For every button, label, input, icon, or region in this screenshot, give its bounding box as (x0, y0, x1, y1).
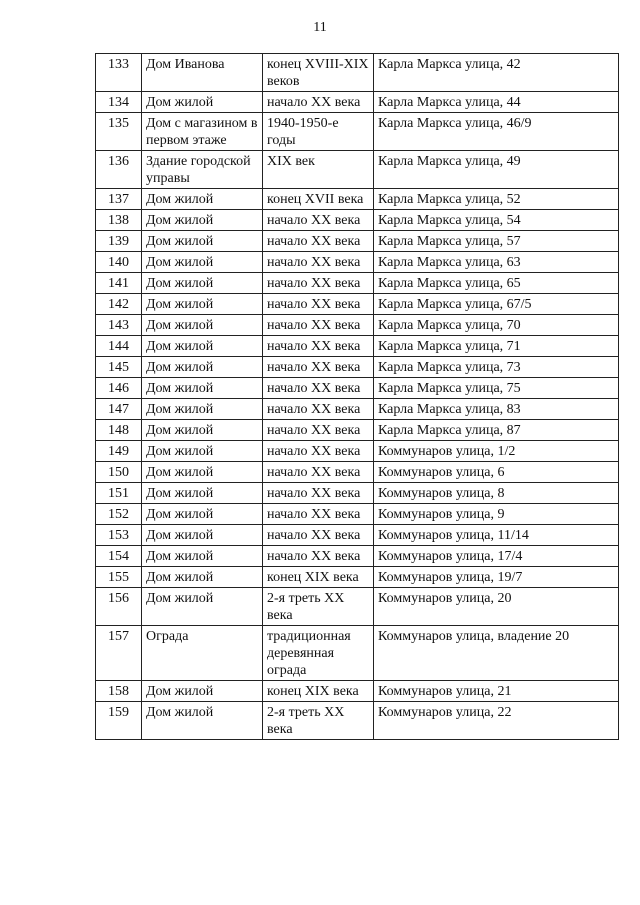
address-cell: Карла Маркса улица, 63 (374, 252, 619, 273)
address-cell: Коммунаров улица, 17/4 (374, 546, 619, 567)
table-row (96, 702, 619, 740)
address-cell: Карла Маркса улица, 46/9 (374, 113, 619, 151)
object-name-cell: Дом жилой (142, 525, 263, 546)
dating-cell: начало XX века (263, 546, 374, 567)
dating-cell: 2-я треть XX века (263, 702, 374, 740)
address-cell: Карла Маркса улица, 71 (374, 336, 619, 357)
dating-cell: начало XX века (263, 210, 374, 231)
row-number-cell: 145 (96, 357, 142, 378)
row-number-cell: 146 (96, 378, 142, 399)
address-cell: Коммунаров улица, 22 (374, 702, 619, 740)
row-number-cell: 152 (96, 504, 142, 525)
row-number-cell: 157 (96, 626, 142, 681)
address-cell: Карла Маркса улица, 70 (374, 315, 619, 336)
dating-cell: конец XVIII-XIX веков (263, 54, 374, 92)
address-cell: Коммунаров улица, 6 (374, 462, 619, 483)
address-cell: Карла Маркса улица, 44 (374, 92, 619, 113)
object-name-cell: Дом жилой (142, 315, 263, 336)
address-cell: Коммунаров улица, 8 (374, 483, 619, 504)
object-name-cell: Дом жилой (142, 399, 263, 420)
table-row (96, 151, 619, 189)
table-row (96, 54, 619, 92)
object-name-cell: Дом жилой (142, 92, 263, 113)
dating-cell: 1940-1950-е годы (263, 113, 374, 151)
address-cell: Карла Маркса улица, 75 (374, 378, 619, 399)
table-row (96, 441, 619, 462)
row-number-cell: 137 (96, 189, 142, 210)
address-cell: Карла Маркса улица, 52 (374, 189, 619, 210)
table-row (96, 626, 619, 681)
address-cell: Карла Маркса улица, 57 (374, 231, 619, 252)
table-row (96, 525, 619, 546)
address-cell: Карла Маркса улица, 42 (374, 54, 619, 92)
table-row (96, 357, 619, 378)
dating-cell: начало XX века (263, 525, 374, 546)
row-number-cell: 142 (96, 294, 142, 315)
object-name-cell: Дом с магазином в первом этаже (142, 113, 263, 151)
row-number-cell: 148 (96, 420, 142, 441)
dating-cell: начало XX века (263, 441, 374, 462)
dating-cell: начало XX века (263, 483, 374, 504)
table-row (96, 92, 619, 113)
object-name-cell: Дом жилой (142, 483, 263, 504)
dating-cell: начало XX века (263, 273, 374, 294)
address-cell: Коммунаров улица, 20 (374, 588, 619, 626)
table-row (96, 399, 619, 420)
table-row (96, 210, 619, 231)
table-row (96, 252, 619, 273)
row-number-cell: 151 (96, 483, 142, 504)
table-row (96, 378, 619, 399)
dating-cell: начало XX века (263, 231, 374, 252)
dating-cell: начало XX века (263, 92, 374, 113)
dating-cell: конец XIX века (263, 681, 374, 702)
heritage-registry-table (95, 53, 619, 740)
dating-cell: начало XX века (263, 504, 374, 525)
row-number-cell: 139 (96, 231, 142, 252)
dating-cell: начало XX века (263, 252, 374, 273)
address-cell: Коммунаров улица, 1/2 (374, 441, 619, 462)
object-name-cell: Дом жилой (142, 378, 263, 399)
object-name-cell: Дом жилой (142, 681, 263, 702)
table-row (96, 588, 619, 626)
address-cell: Коммунаров улица, владение 20 (374, 626, 619, 681)
row-number-cell: 133 (96, 54, 142, 92)
address-cell: Карла Маркса улица, 83 (374, 399, 619, 420)
object-name-cell: Дом жилой (142, 441, 263, 462)
address-cell: Коммунаров улица, 9 (374, 504, 619, 525)
object-name-cell: Дом жилой (142, 462, 263, 483)
table-row (96, 273, 619, 294)
row-number-cell: 144 (96, 336, 142, 357)
row-number-cell: 149 (96, 441, 142, 462)
table-row (96, 113, 619, 151)
address-cell: Карла Маркса улица, 73 (374, 357, 619, 378)
table-row (96, 336, 619, 357)
object-name-cell: Дом жилой (142, 252, 263, 273)
row-number-cell: 135 (96, 113, 142, 151)
object-name-cell: Дом жилой (142, 210, 263, 231)
object-name-cell: Дом жилой (142, 420, 263, 441)
dating-cell: начало XX века (263, 294, 374, 315)
dating-cell: традиционная деревянная ограда (263, 626, 374, 681)
table-row (96, 567, 619, 588)
object-name-cell: Ограда (142, 626, 263, 681)
address-cell: Карла Маркса улица, 49 (374, 151, 619, 189)
row-number-cell: 143 (96, 315, 142, 336)
object-name-cell: Дом жилой (142, 588, 263, 626)
row-number-cell: 141 (96, 273, 142, 294)
dating-cell: XIX век (263, 151, 374, 189)
address-cell: Карла Маркса улица, 67/5 (374, 294, 619, 315)
object-name-cell: Дом жилой (142, 567, 263, 588)
object-name-cell: Дом жилой (142, 336, 263, 357)
dating-cell: начало XX века (263, 462, 374, 483)
dating-cell: начало XX века (263, 378, 374, 399)
dating-cell: конец XIX века (263, 567, 374, 588)
row-number-cell: 155 (96, 567, 142, 588)
row-number-cell: 136 (96, 151, 142, 189)
table-row (96, 189, 619, 210)
table-row (96, 483, 619, 504)
registry-table-body (96, 54, 619, 740)
row-number-cell: 138 (96, 210, 142, 231)
object-name-cell: Дом жилой (142, 546, 263, 567)
object-name-cell: Здание городской управы (142, 151, 263, 189)
object-name-cell: Дом жилой (142, 189, 263, 210)
address-cell: Коммунаров улица, 21 (374, 681, 619, 702)
dating-cell: начало XX века (263, 336, 374, 357)
address-cell: Карла Маркса улица, 54 (374, 210, 619, 231)
table-row (96, 420, 619, 441)
object-name-cell: Дом жилой (142, 294, 263, 315)
row-number-cell: 147 (96, 399, 142, 420)
table-row (96, 681, 619, 702)
address-cell: Карла Маркса улица, 65 (374, 273, 619, 294)
table-row (96, 462, 619, 483)
object-name-cell: Дом жилой (142, 504, 263, 525)
dating-cell: начало XX века (263, 399, 374, 420)
address-cell: Карла Маркса улица, 87 (374, 420, 619, 441)
row-number-cell: 159 (96, 702, 142, 740)
object-name-cell: Дом жилой (142, 357, 263, 378)
row-number-cell: 140 (96, 252, 142, 273)
dating-cell: начало XX века (263, 357, 374, 378)
object-name-cell: Дом жилой (142, 273, 263, 294)
row-number-cell: 134 (96, 92, 142, 113)
row-number-cell: 158 (96, 681, 142, 702)
dating-cell: конец XVII века (263, 189, 374, 210)
row-number-cell: 156 (96, 588, 142, 626)
row-number-cell: 154 (96, 546, 142, 567)
object-name-cell: Дом Иванова (142, 54, 263, 92)
table-row (96, 294, 619, 315)
dating-cell: начало XX века (263, 315, 374, 336)
object-name-cell: Дом жилой (142, 231, 263, 252)
table-row (96, 231, 619, 252)
row-number-cell: 153 (96, 525, 142, 546)
object-name-cell: Дом жилой (142, 702, 263, 740)
address-cell: Коммунаров улица, 19/7 (374, 567, 619, 588)
table-row (96, 504, 619, 525)
row-number-cell: 150 (96, 462, 142, 483)
dating-cell: начало XX века (263, 420, 374, 441)
page-number: 11 (313, 20, 327, 35)
dating-cell: 2-я треть XX века (263, 588, 374, 626)
table-row (96, 546, 619, 567)
table-row (96, 315, 619, 336)
address-cell: Коммунаров улица, 11/14 (374, 525, 619, 546)
